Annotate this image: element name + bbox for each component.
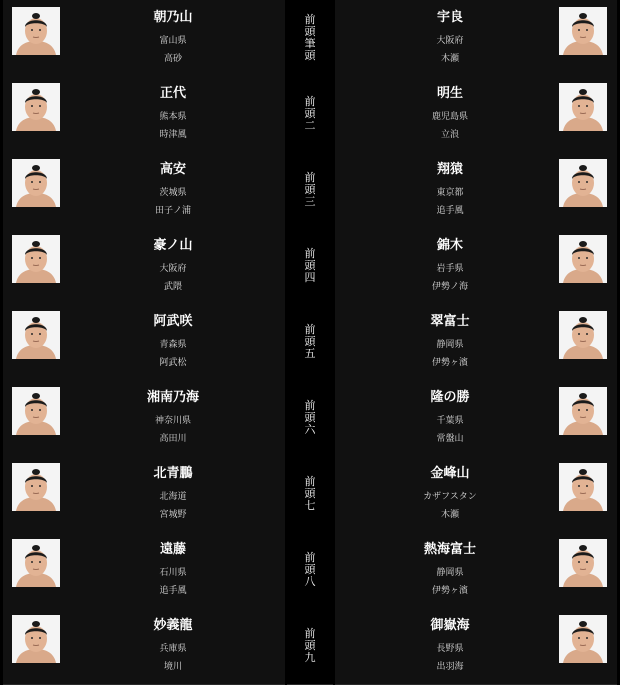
rank-char: 九 xyxy=(304,651,316,664)
rank-char: 前 xyxy=(304,627,316,640)
rank-char: 前 xyxy=(304,171,316,184)
wrestler-name[interactable]: 金峰山 xyxy=(430,466,470,481)
wrestler-stable: 伊勢ヶ濱 xyxy=(431,586,468,596)
west-wrestler-cell xyxy=(335,304,617,381)
east-wrestler-cell xyxy=(3,456,285,533)
rank-char: 前 xyxy=(304,323,316,336)
wrestler-name[interactable]: 高安 xyxy=(159,162,186,177)
rank-char: 四 xyxy=(304,271,316,284)
wrestler-info xyxy=(88,380,258,456)
rank-char: 筆 xyxy=(304,37,316,50)
wrestler-name[interactable]: 豪ノ山 xyxy=(153,238,193,253)
wrestler-photo-image xyxy=(559,539,607,587)
wrestler-info xyxy=(88,304,258,380)
wrestler-name[interactable]: 妙義龍 xyxy=(153,618,193,633)
rank-char: 頭 xyxy=(304,25,316,38)
rank-label xyxy=(287,0,333,76)
east-wrestler-cell xyxy=(3,380,285,457)
wrestler-name[interactable]: 北青鵬 xyxy=(153,466,193,481)
wrestler-photo[interactable] xyxy=(12,235,60,283)
wrestler-name[interactable]: 翠富士 xyxy=(430,314,470,329)
wrestler-photo[interactable] xyxy=(12,159,60,207)
rank-cell xyxy=(287,0,333,77)
wrestler-name[interactable]: 宇良 xyxy=(436,10,463,25)
rank-cell xyxy=(287,608,333,685)
wrestler-prefecture: 大阪府 xyxy=(159,264,187,274)
wrestler-info xyxy=(88,228,258,304)
rank-label xyxy=(287,228,333,304)
wrestler-prefecture: 千葉県 xyxy=(436,416,464,426)
wrestler-info xyxy=(365,152,535,228)
wrestler-photo[interactable] xyxy=(559,615,607,663)
rank-char: 前 xyxy=(304,551,316,564)
wrestler-info xyxy=(88,152,258,228)
wrestler-name[interactable]: 湘南乃海 xyxy=(146,390,199,405)
wrestler-photo[interactable] xyxy=(12,83,60,131)
wrestler-stable: 常盤山 xyxy=(436,434,464,444)
wrestler-photo-image xyxy=(12,463,60,511)
wrestler-info xyxy=(365,532,535,608)
wrestler-prefecture: 長野県 xyxy=(436,644,464,654)
wrestler-prefecture: 東京都 xyxy=(436,188,464,198)
wrestler-photo[interactable] xyxy=(559,235,607,283)
rank-char: 頭 xyxy=(304,411,316,424)
wrestler-stable: 伊勢ヶ濱 xyxy=(431,358,468,368)
rank-char: 頭 xyxy=(304,259,316,272)
wrestler-photo[interactable] xyxy=(12,7,60,55)
wrestler-photo-image xyxy=(12,539,60,587)
rank-cell xyxy=(287,152,333,229)
wrestler-name[interactable]: 正代 xyxy=(159,86,186,101)
wrestler-prefecture: 神奈川県 xyxy=(154,416,191,426)
wrestler-photo-image xyxy=(12,235,60,283)
wrestler-photo-image xyxy=(559,387,607,435)
wrestler-photo-image xyxy=(559,235,607,283)
east-wrestler-cell xyxy=(3,152,285,229)
wrestler-photo[interactable] xyxy=(559,83,607,131)
table-row xyxy=(0,152,620,228)
wrestler-name[interactable]: 阿武咲 xyxy=(153,314,193,329)
wrestler-photo[interactable] xyxy=(559,463,607,511)
west-wrestler-cell xyxy=(335,608,617,685)
table-row xyxy=(0,608,620,684)
wrestler-photo[interactable] xyxy=(559,539,607,587)
rank-cell xyxy=(287,380,333,457)
wrestler-prefecture: 兵庫県 xyxy=(159,644,187,654)
rank-label xyxy=(287,608,333,684)
wrestler-name[interactable]: 御嶽海 xyxy=(430,618,470,633)
table-row xyxy=(0,304,620,380)
wrestler-info xyxy=(365,0,535,76)
rank-char: 前 xyxy=(304,247,316,260)
wrestler-info xyxy=(365,380,535,456)
wrestler-stable: 木瀬 xyxy=(440,54,459,64)
east-wrestler-cell xyxy=(3,228,285,305)
rank-char: 頭 xyxy=(304,563,316,576)
wrestler-stable: 出羽海 xyxy=(436,662,464,672)
west-wrestler-cell xyxy=(335,152,617,229)
west-wrestler-cell xyxy=(335,456,617,533)
wrestler-prefecture: 青森県 xyxy=(159,340,187,350)
wrestler-photo-image xyxy=(559,83,607,131)
west-wrestler-cell xyxy=(335,380,617,457)
rank-char: 八 xyxy=(304,575,316,588)
wrestler-photo-image xyxy=(12,83,60,131)
wrestler-photo-image xyxy=(559,463,607,511)
east-wrestler-cell xyxy=(3,304,285,381)
wrestler-photo[interactable] xyxy=(559,387,607,435)
rank-char: 頭 xyxy=(304,639,316,652)
wrestler-stable: 高砂 xyxy=(163,54,182,64)
wrestler-info xyxy=(88,0,258,76)
table-row xyxy=(0,76,620,152)
wrestler-prefecture: 石川県 xyxy=(159,568,187,578)
table-row xyxy=(0,228,620,304)
east-wrestler-cell xyxy=(3,0,285,77)
wrestler-stable: 境川 xyxy=(163,662,182,672)
rank-label xyxy=(287,380,333,456)
wrestler-info xyxy=(365,304,535,380)
wrestler-name[interactable]: 明生 xyxy=(436,86,463,101)
west-wrestler-cell xyxy=(335,228,617,305)
wrestler-stable: 高田川 xyxy=(159,434,187,444)
wrestler-photo[interactable] xyxy=(12,615,60,663)
rank-char: 七 xyxy=(304,499,316,512)
wrestler-prefecture: 熊本県 xyxy=(159,112,187,122)
west-wrestler-cell xyxy=(335,532,617,609)
wrestler-photo-image xyxy=(12,387,60,435)
wrestler-photo[interactable] xyxy=(12,539,60,587)
wrestler-name[interactable]: 隆の勝 xyxy=(430,390,470,405)
table-row xyxy=(0,532,620,608)
rank-char: 頭 xyxy=(304,183,316,196)
rank-char: 三 xyxy=(304,195,316,208)
wrestler-prefecture: 静岡県 xyxy=(436,340,464,350)
wrestler-photo-image xyxy=(12,159,60,207)
wrestler-info xyxy=(365,76,535,152)
wrestler-stable: 木瀬 xyxy=(440,510,459,520)
wrestler-stable: 武隈 xyxy=(163,282,182,292)
rank-cell xyxy=(287,304,333,381)
west-wrestler-cell xyxy=(335,76,617,153)
wrestler-name[interactable]: 翔猿 xyxy=(436,162,463,177)
rank-char: 前 xyxy=(304,475,316,488)
wrestler-stable: 追手風 xyxy=(159,586,187,596)
wrestler-photo[interactable] xyxy=(12,311,60,359)
rank-char: 頭 xyxy=(304,335,316,348)
wrestler-photo[interactable] xyxy=(12,387,60,435)
wrestler-photo-image xyxy=(12,311,60,359)
wrestler-name[interactable]: 熱海富士 xyxy=(423,542,476,557)
wrestler-prefecture: 富山県 xyxy=(159,36,187,46)
rank-cell xyxy=(287,76,333,153)
wrestler-info xyxy=(365,456,535,532)
east-wrestler-cell xyxy=(3,76,285,153)
wrestler-prefecture: 北海道 xyxy=(159,492,187,502)
wrestler-prefecture: 鹿児島県 xyxy=(431,112,468,122)
wrestler-stable: 伊勢ノ海 xyxy=(431,282,468,292)
rank-char: 二 xyxy=(304,119,316,132)
wrestler-info xyxy=(88,532,258,608)
rank-label xyxy=(287,532,333,608)
rank-char: 頭 xyxy=(304,107,316,120)
east-wrestler-cell xyxy=(3,608,285,685)
rank-cell xyxy=(287,228,333,305)
rank-char: 五 xyxy=(304,347,316,360)
rank-cell xyxy=(287,456,333,533)
wrestler-prefecture: 茨城県 xyxy=(159,188,187,198)
wrestler-prefecture: 静岡県 xyxy=(436,568,464,578)
rank-char: 前 xyxy=(304,95,316,108)
wrestler-photo-image xyxy=(559,7,607,55)
wrestler-photo-image xyxy=(559,159,607,207)
wrestler-info xyxy=(88,456,258,532)
wrestler-info xyxy=(365,228,535,304)
wrestler-info xyxy=(365,608,535,684)
wrestler-stable: 阿武松 xyxy=(159,358,187,368)
wrestler-photo[interactable] xyxy=(559,159,607,207)
wrestler-photo[interactable] xyxy=(559,7,607,55)
wrestler-stable: 宮城野 xyxy=(159,510,187,520)
wrestler-info xyxy=(88,608,258,684)
wrestler-photo-image xyxy=(12,615,60,663)
wrestler-photo[interactable] xyxy=(559,311,607,359)
wrestler-prefecture: 大阪府 xyxy=(436,36,464,46)
rank-label xyxy=(287,304,333,380)
wrestler-photo-image xyxy=(559,615,607,663)
wrestler-name[interactable]: 錦木 xyxy=(436,238,463,253)
wrestler-info xyxy=(88,76,258,152)
wrestler-name[interactable]: 朝乃山 xyxy=(153,10,193,25)
rank-char: 頭 xyxy=(304,487,316,500)
wrestler-photo-image xyxy=(12,7,60,55)
wrestler-name[interactable]: 遠藤 xyxy=(159,542,186,557)
rank-cell xyxy=(287,532,333,609)
wrestler-photo-image xyxy=(559,311,607,359)
wrestler-prefecture: 岩手県 xyxy=(436,264,464,274)
table-row xyxy=(0,456,620,532)
rank-label xyxy=(287,152,333,228)
rank-label xyxy=(287,456,333,532)
wrestler-stable: 時津風 xyxy=(159,130,187,140)
wrestler-prefecture: カザフスタン xyxy=(423,492,477,502)
wrestler-stable: 立浪 xyxy=(440,130,459,140)
wrestler-photo[interactable] xyxy=(12,463,60,511)
west-wrestler-cell xyxy=(335,0,617,77)
table-row xyxy=(0,380,620,456)
rank-char: 前 xyxy=(304,399,316,412)
rank-label xyxy=(287,76,333,152)
wrestler-stable: 追手風 xyxy=(436,206,464,216)
rank-char: 六 xyxy=(304,423,316,436)
east-wrestler-cell xyxy=(3,532,285,609)
wrestler-stable: 田子ノ浦 xyxy=(154,206,191,216)
rank-char: 前 xyxy=(304,13,316,26)
rank-char: 頭 xyxy=(304,49,316,62)
table-row xyxy=(0,0,620,76)
